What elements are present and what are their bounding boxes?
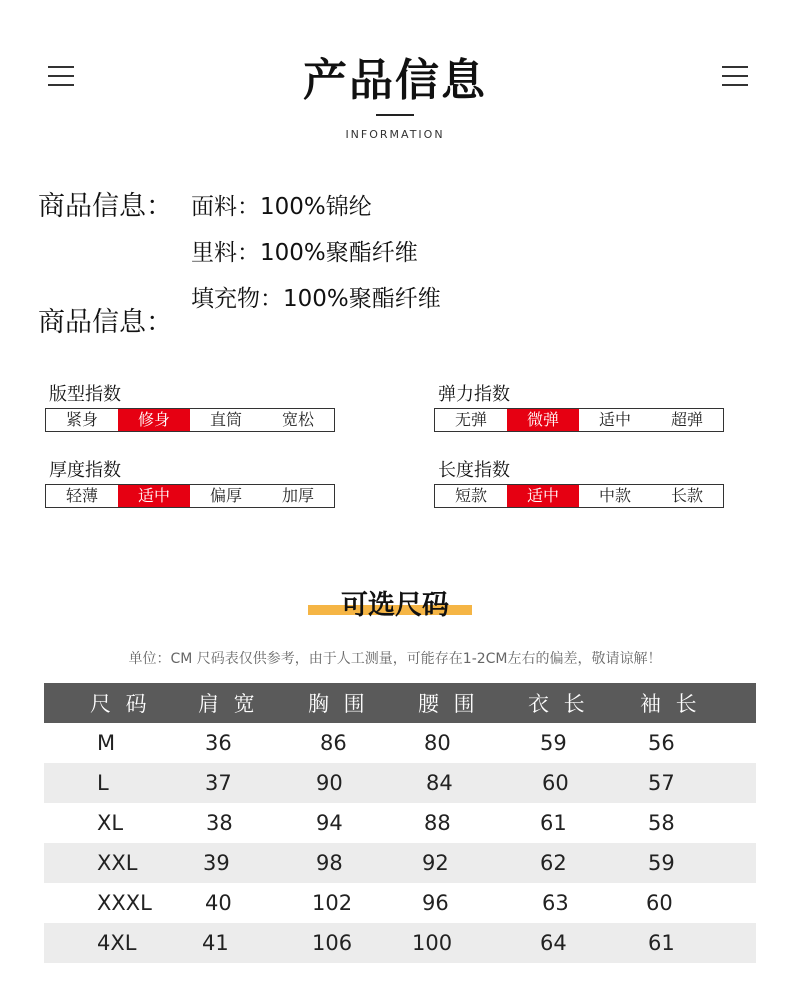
index-option: 宽松	[281, 410, 314, 429]
measurement-cell: 60	[646, 891, 673, 915]
table-row	[44, 723, 756, 763]
index-option: 偏厚	[209, 486, 242, 505]
measurement-cell: 64	[540, 931, 567, 955]
measurement-cell: 36	[205, 731, 232, 755]
index-option-selected: 适中	[507, 485, 579, 507]
length-index-scale	[434, 484, 724, 508]
product-info-heading: 商品信息：	[38, 191, 173, 222]
measurement-cell: 39	[203, 851, 230, 875]
fit-index-label: 版型指数	[49, 384, 121, 405]
measurement-cell: 37	[205, 771, 232, 795]
index-option-selected: 适中	[118, 485, 190, 507]
title-divider	[376, 114, 414, 116]
column-header: 袖 长	[640, 692, 701, 716]
stretch-index-label: 弹力指数	[438, 384, 510, 405]
thickness-index	[45, 458, 335, 508]
index-option: 超弹	[670, 410, 703, 429]
length-index	[434, 458, 724, 508]
measurement-cell: 100	[412, 931, 453, 955]
measurement-cell: 57	[648, 771, 675, 795]
measurement-cell: 59	[648, 851, 675, 875]
table-row	[44, 803, 756, 843]
measurement-cell: 96	[422, 891, 449, 915]
column-header: 腰 围	[418, 692, 479, 716]
measurement-cell: 56	[648, 731, 675, 755]
measurement-cell: 58	[648, 811, 675, 835]
size-label: XL	[97, 811, 124, 835]
lining-info: 里料：100%聚酯纤维	[191, 240, 418, 266]
size-label: M	[97, 731, 116, 755]
column-header: 衣 长	[528, 692, 589, 716]
index-option: 长款	[670, 486, 703, 505]
measurement-cell: 41	[202, 931, 229, 955]
fit-index-scale	[45, 408, 335, 432]
size-label: XXL	[97, 851, 138, 875]
measurement-cell: 90	[316, 771, 343, 795]
measurement-cell: 61	[648, 931, 675, 955]
index-option-selected: 微弹	[507, 409, 579, 431]
measurement-cell: 40	[205, 891, 232, 915]
table-row	[44, 883, 756, 923]
measurement-cell: 61	[540, 811, 567, 835]
measurement-cell: 86	[320, 731, 347, 755]
measurement-cell: 59	[540, 731, 567, 755]
product-info-heading: 商品信息：	[38, 307, 173, 338]
size-table	[44, 683, 756, 963]
index-option: 适中	[598, 410, 631, 429]
stretch-index	[434, 382, 724, 432]
table-row	[44, 923, 756, 963]
index-option-selected: 修身	[118, 409, 190, 431]
measurement-cell: 60	[542, 771, 569, 795]
thickness-index-label: 厚度指数	[49, 460, 121, 481]
measurement-cell: 63	[542, 891, 569, 915]
measurement-cell: 84	[426, 771, 453, 795]
length-index-label: 长度指数	[438, 460, 510, 481]
index-option: 紧身	[65, 410, 98, 429]
index-option: 无弹	[454, 410, 487, 429]
sizes-title: 可选尺码	[341, 590, 449, 621]
measurement-cell: 106	[312, 931, 353, 955]
column-header: 胸 围	[308, 692, 369, 716]
measurement-cell: 98	[316, 851, 343, 875]
size-label: XXXL	[97, 891, 152, 915]
table-row	[44, 843, 756, 883]
size-note: 单位：CM 尺码表仅供参考，由于人工测量，可能存在1-2CM左右的偏差，敬请谅解！	[128, 651, 662, 667]
index-option: 直筒	[209, 410, 242, 429]
filling-info: 填充物：100%聚酯纤维	[191, 286, 441, 312]
column-header: 肩 宽	[198, 692, 259, 716]
measurement-cell: 102	[312, 891, 353, 915]
fit-index	[45, 382, 335, 432]
measurement-cell: 94	[316, 811, 343, 835]
index-option: 轻薄	[65, 486, 98, 505]
size-table-header	[44, 683, 756, 723]
size-label: L	[97, 771, 109, 795]
page-title: 产品信息	[303, 55, 487, 106]
page-subtitle: INFORMATION	[345, 128, 445, 141]
measurement-cell: 80	[424, 731, 451, 755]
index-option: 中款	[598, 486, 631, 505]
measurement-cell: 38	[206, 811, 233, 835]
size-label: 4XL	[97, 931, 137, 955]
fabric-info: 面料：100%锦纶	[191, 194, 372, 220]
index-option: 加厚	[281, 486, 314, 505]
measurement-cell: 92	[422, 851, 449, 875]
stretch-index-scale	[434, 408, 724, 432]
index-option: 短款	[454, 486, 487, 505]
measurement-cell: 88	[424, 811, 451, 835]
table-row	[44, 763, 756, 803]
column-header: 尺 码	[90, 692, 151, 716]
measurement-cell: 62	[540, 851, 567, 875]
thickness-index-scale	[45, 484, 335, 508]
